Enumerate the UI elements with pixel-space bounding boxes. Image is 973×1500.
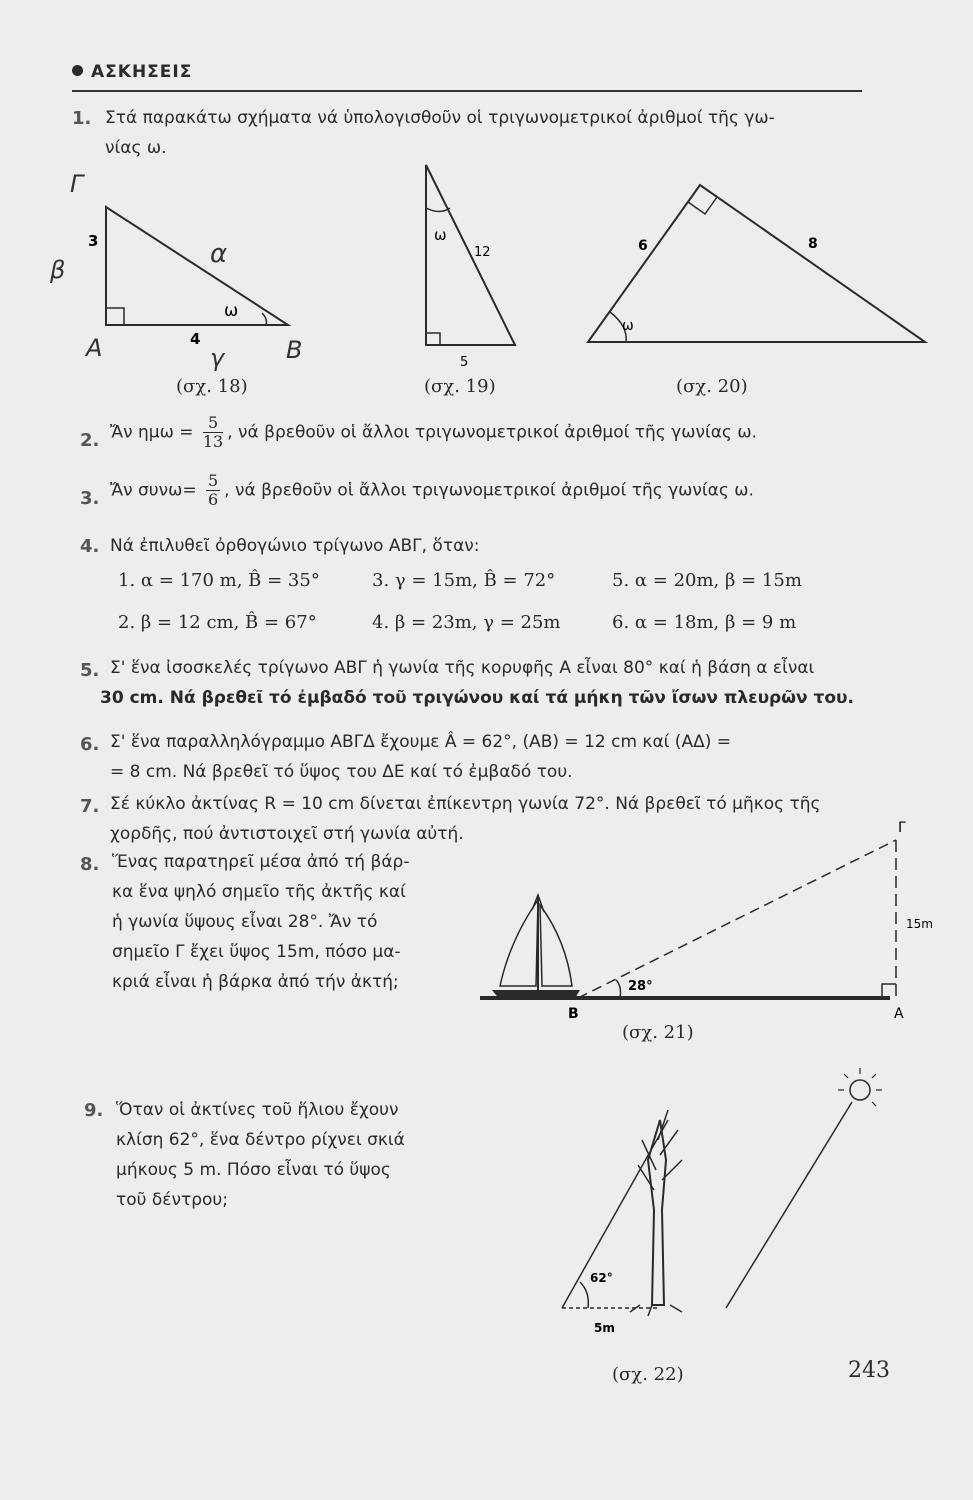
fig18-hand-B: Β xyxy=(286,336,303,364)
ex3-numerator: 5 xyxy=(207,471,219,490)
ex3-fraction xyxy=(206,472,220,509)
ex7-line1: Σέ κύκλο ἀκτίνας R = 10 cm δίνεται ἐπίκεντρη γωνία 72°. Νά βρεθεῖ τό μῆκος τῆς xyxy=(110,794,821,814)
ex6-number: 6. xyxy=(80,734,100,755)
ex6-line2: = 8 cm. Νά βρεθεῖ τό ὕψος του ΔΕ καί τό ἐμβαδό του. xyxy=(110,762,573,782)
ex4-case1: 1. α = 170 m, B̂ = 35° xyxy=(118,570,320,591)
fig21-label-B: Β xyxy=(568,1006,579,1022)
ex4-text: Νά ἐπιλυθεῖ ὀρθογώνιο τρίγωνο ΑΒΓ, ὅταν: xyxy=(110,536,480,556)
fig19-angle: ω xyxy=(434,226,447,244)
fig20-angle: ω xyxy=(622,318,634,334)
fig22-tree-trunk xyxy=(648,1120,666,1305)
fig22-angle-arc xyxy=(580,1282,588,1308)
ex5-number: 5. xyxy=(80,660,100,681)
fig22-sun-icon xyxy=(850,1080,870,1100)
ex2-line xyxy=(110,414,757,451)
ex2-fraction xyxy=(203,414,223,451)
ex1-line2: νίας ω. xyxy=(105,138,167,158)
fig19-hyp: 12 xyxy=(474,245,491,260)
ex2-denominator: 13 xyxy=(202,432,224,451)
fig21-angle-arc xyxy=(616,980,621,998)
fig20-side2: 8 xyxy=(808,236,818,252)
ex5-line1: Σ' ἕνα ἰσοσκελές τρίγωνο ΑΒΓ ἡ γωνία τῆς κορυφῆς Α εἶναι 80° καί ἡ βάση α εἶναι xyxy=(110,658,815,678)
ex3-post: , νά βρεθοῦν οἱ ἄλλοι τριγωνομετρικοί ἀριθμοί τῆς γωνίας ω. xyxy=(224,480,754,501)
ex1-line1: Στά παρακάτω σχήματα νά ὑπολογισθοῦν οἱ τριγωνομετρικοί ἀριθμοί τῆς γω- xyxy=(105,108,775,128)
fig22-shadow: 5m xyxy=(594,1321,615,1335)
figure-22 xyxy=(540,1060,900,1340)
ex2-post: , νά βρεθοῦν οἱ ἄλλοι τριγωνομετρικοί ἀριθμοί τῆς γωνίας ω. xyxy=(227,422,757,443)
ex8-line3: ἡ γωνία ὕψους εἶναι 28°. Ἄν τό xyxy=(112,912,378,932)
fig21-right-angle xyxy=(882,984,896,998)
ex8-line4: σημεῖο Γ ἔχει ὕψος 15m, πόσο μα- xyxy=(112,942,401,962)
fig21-height: 15m xyxy=(906,917,933,931)
section-title: ΑΣΚΗΣΕΙΣ xyxy=(91,62,193,82)
fig18-side-a: 3 xyxy=(88,232,99,250)
ex7-line2: χορδῆς, πού ἀντιστοιχεῖ στή γωνία αὐτή. xyxy=(110,824,464,844)
ex2-numerator: 5 xyxy=(203,414,223,433)
fig20-caption: (σχ. 20) xyxy=(676,376,748,397)
fig22-ray-right xyxy=(726,1102,852,1308)
ex7-number: 7. xyxy=(80,796,100,817)
fig21-sightline xyxy=(578,840,896,998)
fig18-hand-b: β xyxy=(50,256,66,284)
ex4-number: 4. xyxy=(80,536,100,557)
fig21-boat-hull xyxy=(492,990,580,1000)
ex2-number: 2. xyxy=(80,430,100,451)
fig18-hand-alpha: α xyxy=(210,239,228,269)
fig20-right-angle-a xyxy=(688,185,717,202)
fig19-triangle xyxy=(426,165,515,345)
fig22-angle: 62° xyxy=(590,1271,613,1285)
fig19-right-angle xyxy=(426,333,440,345)
fig19-caption: (σχ. 19) xyxy=(424,376,496,397)
fig18-angle-arc xyxy=(262,313,267,325)
fig18-right-angle xyxy=(106,308,124,325)
ex8-line1: Ἕνας παρατηρεῖ μέσα ἀπό τή βάρ- xyxy=(112,852,410,872)
ex8-number: 8. xyxy=(80,854,100,875)
fig18-caption: (σχ. 18) xyxy=(176,376,248,397)
fig21-sail-left xyxy=(500,900,538,986)
fig20-side1: 6 xyxy=(638,238,648,254)
fig21-angle: 28° xyxy=(628,979,653,994)
figure-20 xyxy=(588,185,925,342)
fig18-hand-A: Α xyxy=(86,334,103,362)
fig19-angle-arc xyxy=(426,208,450,212)
ex2-pre: Ἄν ημω = xyxy=(110,422,194,443)
ex5-line2: 30 cm. Νά βρεθεῖ τό ἐμβαδό τοῦ τριγώνου καί τά μήκη τῶν ἴσων πλευρῶν του. xyxy=(100,688,854,708)
ex8-line2: κα ἕνα ψηλό σημεῖο τῆς ἀκτῆς καί xyxy=(112,882,406,902)
fig22-caption: (σχ. 22) xyxy=(612,1364,684,1385)
fig21-label-G: Γ xyxy=(898,820,906,836)
fig20-right-angle-b xyxy=(688,197,717,214)
fig21-label-A: Α xyxy=(894,1006,904,1022)
ex3-pre: Ἄν συνω= xyxy=(110,480,197,501)
ex3-number: 3. xyxy=(80,488,100,509)
ex3-denominator: 6 xyxy=(207,490,219,509)
ex4-case4: 4. β = 23m, γ = 25m xyxy=(372,612,561,633)
ex3-line xyxy=(110,472,754,509)
fig21-caption: (σχ. 21) xyxy=(622,1022,694,1043)
ex4-case3: 3. γ = 15m, B̂ = 72° xyxy=(372,570,556,591)
figure-18 xyxy=(106,207,288,325)
ex1-number: 1. xyxy=(72,108,92,129)
ex9-number: 9. xyxy=(84,1100,104,1121)
fig19-base: 5 xyxy=(460,355,469,370)
ex9-line4: τοῦ δέντρου; xyxy=(116,1190,228,1210)
ex9-line2: κλίση 62°, ἕνα δέντρο ρίχνει σκιά xyxy=(116,1130,405,1150)
fig18-hand-g: Γ xyxy=(70,170,84,198)
fig18-side-b: 4 xyxy=(190,330,201,348)
fig22-roots xyxy=(630,1305,682,1316)
figure-19 xyxy=(426,165,515,345)
figures-18-20 xyxy=(0,0,973,420)
fig20-triangle xyxy=(588,185,925,342)
fig18-hand-gamma: γ xyxy=(210,344,225,372)
fig18-angle: ω xyxy=(224,301,239,321)
page-number: 243 xyxy=(848,1358,890,1383)
ex6-line1: Σ' ἕνα παραλληλόγραμμο ΑΒΓΔ ἔχουμε Â = 62°, (ΑΒ) = 12 cm καί (ΑΔ) = xyxy=(110,732,731,752)
ex8-line5: κριά εἶναι ἡ βάρκα ἀπό τήν ἀκτή; xyxy=(112,972,399,992)
fig21-sail-right xyxy=(540,905,572,986)
ex4-case5: 5. α = 20m, β = 15m xyxy=(612,570,802,591)
ex9-line3: μήκους 5 m. Πόσο εἶναι τό ὕψος xyxy=(116,1160,391,1180)
figure-21 xyxy=(470,820,950,1030)
ex4-case6: 6. α = 18m, β = 9 m xyxy=(612,612,797,633)
ex4-case2: 2. β = 12 cm, B̂ = 67° xyxy=(118,612,317,633)
ex9-line1: Ὅταν οἱ ἀκτίνες τοῦ ἥλιου ἔχουν xyxy=(116,1100,399,1120)
fig18-triangle xyxy=(106,207,288,325)
